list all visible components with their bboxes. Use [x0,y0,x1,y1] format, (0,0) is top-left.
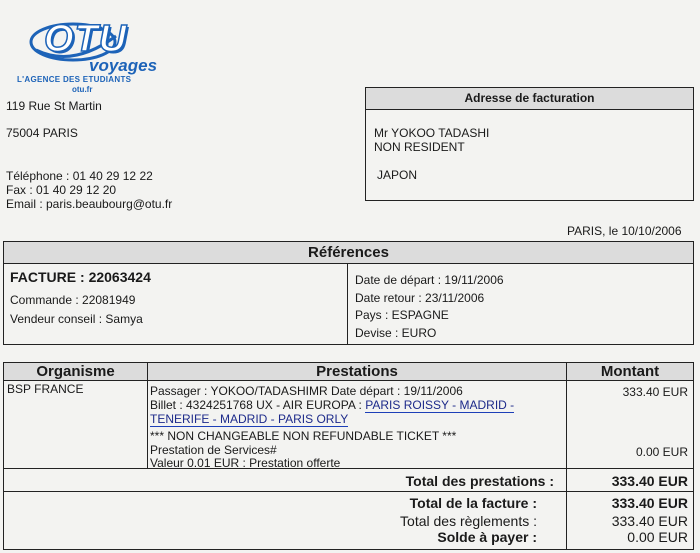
row1-ticket-line [150,398,514,412]
row1-ticket-info: Billet : 4324251768 UX - AIR EUROPA : [150,398,366,412]
col-header-montant: Montant [567,363,693,381]
departure-date: Date de départ : 19/11/2006 [355,273,504,287]
currency: Devise : EURO [355,326,437,340]
row2-value-line: Valeur 0.01 EUR : Prestation offerte [150,456,341,470]
company-address-street: 119 Rue St Martin [6,99,102,113]
invoice-label: FACTURE : [10,269,85,285]
col-header-prestations: Prestations [148,363,566,381]
total-prestations-value: 333.40 EUR [611,473,688,489]
balance-due-label: Solde à payer : [437,529,537,545]
totals-divider-2 [4,491,693,492]
destination-country: Pays : ESPAGNE [355,308,449,322]
billing-status: NON RESIDENT [374,140,465,154]
invoice-table [3,362,694,550]
order-number: Commande : 22081949 [10,293,136,307]
row1-ticket-conditions: *** NON CHANGEABLE NON REFUNDABLE TICKET *** [150,429,457,443]
billing-country: JAPON [377,168,418,182]
invoice-number-line [10,269,151,285]
logo-otu-text: OTU [44,18,128,60]
otu-logo [14,18,158,98]
logo-site: otu.fr [72,85,93,94]
return-date: Date retour : 23/11/2006 [355,291,485,305]
row1-passenger-line: Passager : YOKOO/TADASHIMR Date départ : 19/11/2006 [150,384,463,398]
total-prestations-label: Total des prestations : [405,473,554,489]
logo-tagline: L'AGENCE DES ETUDIANTS [17,75,132,84]
totals-divider [4,468,693,469]
total-payments-label: Total des règlements : [400,513,537,529]
billing-address-title: Adresse de facturation [366,88,693,110]
references-title: Références [4,242,693,264]
billing-address-box [365,87,694,201]
company-phone: Téléphone : 01 40 29 12 22 [6,169,153,183]
col-divider-2 [566,363,567,549]
row2-amount: 0.00 EUR [635,445,688,459]
total-invoice-label: Total de la facture : [409,495,537,511]
total-invoice-value: 333.40 EUR [611,495,688,511]
company-fax: Fax : 01 40 29 12 20 [6,183,117,197]
col-divider-1 [147,363,148,468]
row2-service-line: Prestation de Services# [150,443,277,457]
invoice-number: 22063424 [88,269,151,285]
row1-organisme: BSP FRANCE [7,382,84,396]
references-box [3,241,694,345]
invoice-date-line: PARIS, le 10/10/2006 [567,224,682,238]
billing-name: Mr YOKOO TADASHI [374,126,490,140]
balance-due-value: 0.00 EUR [627,529,688,545]
total-payments-value: 333.40 EUR [611,513,688,529]
references-divider [347,263,348,344]
seller-name: Vendeur conseil : Samya [10,312,143,326]
row1-amount: 333.40 EUR [622,385,688,399]
row1-route-part1: PARIS ROISSY - MADRID - [365,398,515,412]
company-address-city: 75004 PARIS [6,126,78,140]
row1-route-part2: TENERIFE - MADRID - PARIS ORLY [150,412,349,426]
company-email: Email : paris.beaubourg@otu.fr [6,197,173,211]
logo-voyages-text: voyages [89,56,158,75]
col-header-organisme: Organisme [4,363,147,381]
